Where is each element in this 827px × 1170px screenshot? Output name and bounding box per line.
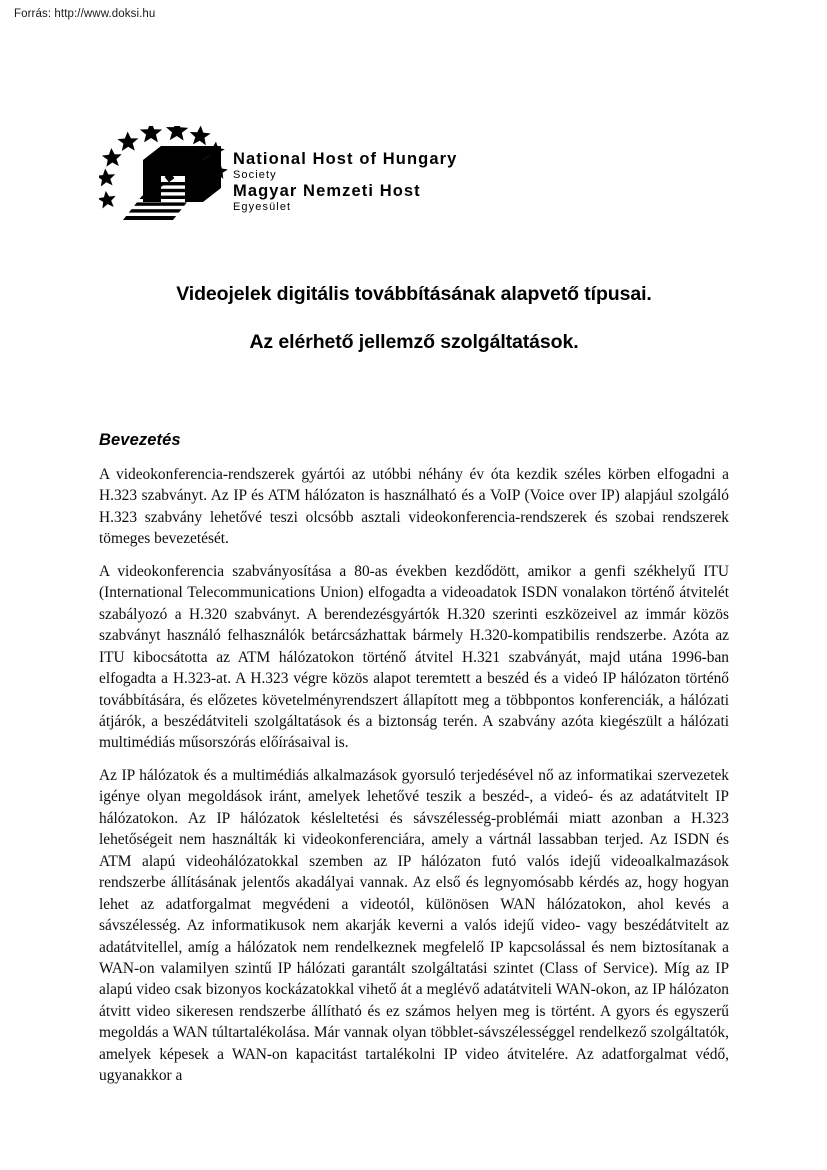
national-host-of-hungary-logo-icon xyxy=(99,126,231,228)
body-paragraph: A videokonferencia-rendszerek gyártói az utóbbi néhány év óta kezdik széles körben elfogadni a H.323 szabványt. Az IP és ATM hálózaton is használható és a VoIP (Voice over IP) alapjául szolgáló H.323 szabvány lehetővé teszi olcsóbb asztali videokonferencia-rendszerek és szobai rendszerek tömeges bevezetését. xyxy=(99,466,729,548)
section-heading-bevezetes: Bevezetés xyxy=(99,431,181,449)
organization-logo-lockup xyxy=(99,126,739,231)
logo-line-society: Society xyxy=(233,168,277,181)
body-text-column xyxy=(99,464,729,1087)
logo-line-egyesulet: Egyesület xyxy=(233,201,292,214)
logo-line-magyar-nemzeti-host: Magyar Nemzeti Host xyxy=(233,182,421,201)
body-paragraph: A videokonferencia szabványosítása a 80-as években kezdődött, amikor a genfi székhelyű ITU (International Telecommunications Union) elfogadta a videoadatok ISDN vonalakon történő átvitelét szabályozó a H.320 szabványt. A berendezésgyártók H.320 szerinti eszközeivel az immár közös szabványt használó felhasználók betárcsázhattak bármely H.320-kompatibilis rendszerbe. Azóta az ITU kibocsátotta az ATM hálózatokon történő átvitel H.321 szabványát, majd utána 1996-ban elfogadta a H.323-at. A H.323 végre közös alapot teremtett a beszéd és a videó IP hálózaton történő továbbítására, és előzetes követelményrendszert állapított meg a többpontos konferenciák, a hálózati átjárók, a beszédátviteli szolgáltatások és a biztonság terén. A szabvány azóta kiegészült a hálózati multimédiás műsorszórás előírásaival is. xyxy=(99,562,729,752)
logo-wordmark xyxy=(233,151,633,216)
logo-line-national-host-of-hungary: National Host of Hungary xyxy=(233,150,458,168)
document-title-line-1: Videojelek digitális továbbításának alapvető típusai. xyxy=(176,283,652,305)
body-paragraph: Az IP hálózatok és a multimédiás alkalmazások gyorsuló terjedésével nő az informatikai szervezetek igénye olyan megoldások iránt, amelyek lehetővé teszik a beszéd-, a videó- és az adatátvitelt IP hálózatokon. Az IP hálózatok késleltetési és sávszélesség-problémái miatt azonban a H.323 lehetőségeit nem használták ki videokonferenciára, amely a vártnál lassabban terjed. Az ISDN és ATM alapú videohálózatokkal szemben az IP hálózaton futó valós idejű videoalkalmazások rendszerbe állításának jelentős akadályai vannak. Az első és legnyomósabb kérdés az, hogy hogyan lehet az adatforgalmat megvédeni a videotól, különösen WAN hálózatokon, ahol kevés a sávszélesség. Az informatikusok nem akarják keverni a valós idejű video- vagy beszédátvitelt az adatátvitellel, amíg a hálózatok nem rendelkeznek megfelelő IP kapcsolással és nem biztosítanak a WAN-on valamilyen szintű IP hálózati garantált szolgáltatási szintet (Class of Service). Míg az IP alapú video csak bizonyos kockázatokkal vihető át a meglévő adatátviteli WAN-okon, az IP hálózaton átvitt video sikeresen rendszerbe állítható és ez számos helyen meg is történt. A gyors és egyszerű megoldás a WAN túltartalékolása. Már vannak olyan többlet-sávszélességgel rendelkező szolgáltatók, amelyek képesek a WAN-on kapacitást tartalékolni IP video átvitelére. Az adatforgalmat védő, ugyanakkor a xyxy=(99,766,729,1085)
source-url-header: Forrás: http://www.doksi.hu xyxy=(14,8,156,20)
document-title-line-2: Az elérhető jellemző szolgáltatások. xyxy=(249,331,579,353)
